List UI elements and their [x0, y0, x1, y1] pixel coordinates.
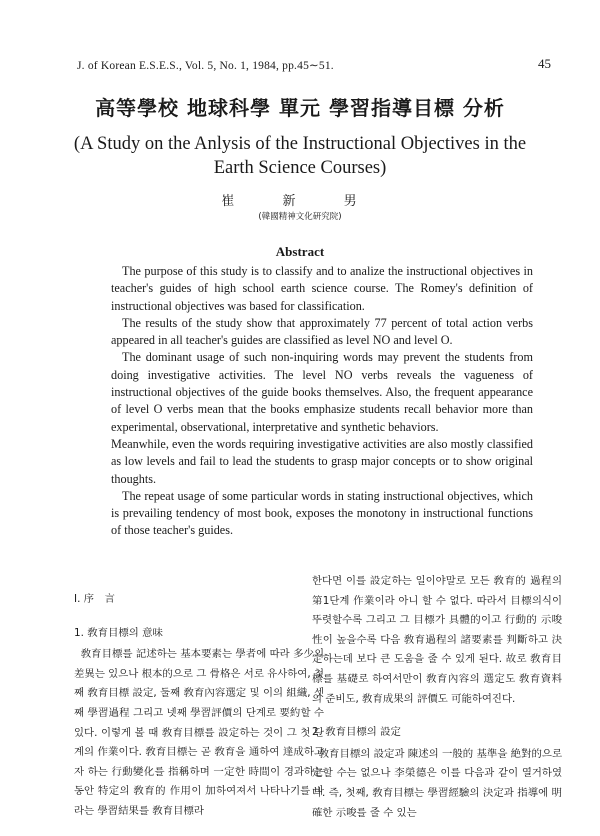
body-column-left: [74, 576, 324, 822]
abstract-paragraph: The repeat usage of some particular words in stating instructional objectives, which is prevailing tendency of most book, exposes the monotony in instructional functions of those teacher's guides.: [111, 488, 533, 538]
abstract-paragraph: The results of the study show that approximately 77 percent of total action verbs appeared in all teacher's guides are classified as level NO and level O.: [111, 315, 533, 348]
abstract-body: [111, 263, 533, 540]
body-column-right: [312, 572, 562, 823]
body-paragraph: 敎育目標의 設定과 陳述의 一般的 基準을 絶對的으로 定할 수는 없으나 李榮德은 이를 다음과 같이 열거하였다. 즉, 첫째, 敎育目標는 學習經驗의 決定과 指導에 明確한 示唆를 줄 수 있는: [312, 747, 562, 819]
author-name: 崔 新 男: [221, 194, 379, 209]
english-title: (A Study on the Anlysis of the Instructional Objectives in the Earth Science Courses): [73, 134, 527, 178]
journal-citation: J. of Korean E.S.E.S., Vol. 5, No. 1, 1984, pp.45∼51.: [77, 60, 334, 72]
subsection-heading: 2. 敎育目標의 設定: [312, 726, 401, 739]
abstract-heading: Abstract: [275, 244, 325, 259]
page-number: 45: [538, 56, 551, 71]
abstract-paragraph: The dominant usage of such non-inquiring words may prevent the students from doing investigative activities. The level NO verbs reveals the vagueness of instructional objectives of the guide books themselves. Also, the frequent appearance of level O verbs mean that the books emphasize students recall behavior more than experimental, observational, interpretative and synthetic behaviors.: [111, 350, 533, 434]
body-paragraph: 敎育目標를 記述하는 基本要素는 學者에 따라 多少의 差異는 있으나 根本的으로 그 骨格은 서로 유사하여, 첫째 敎育目標 設定, 둘째 敎育內容選定 및 이의 組織, 셋째 學習過程 그리고 넷째 學習評價의 단계로 要約할 수 있다. 이렇게 볼 때 敎育目標를 設定하는 것이 그 첫 단계의 作業이다. 敎育目標는 곧 敎育을 通하여 達成하고자 하는 行動變化를 指稱하며 一定한 時間이 경과하는 동안 特定의 敎育的 作用이 加하여져서 나타나기를 바라는 學習結果를 敎育目標라: [74, 648, 325, 817]
abstract-paragraph: Meanwhile, even the words requiring investigative activities are also mostly classified as low levels and fail to lead the students to grasp major concepts or to show original thoughts.: [111, 436, 533, 486]
subsection-heading: 1. 敎育目標의 意味: [74, 626, 163, 639]
abstract-paragraph: The purpose of this study is to classify and to analize the instructional objectives in teacher's guides of high school earth science course. The Romey's definition of instructional objectives was based for classification.: [111, 264, 533, 313]
korean-title: 高等學校 地球科學 單元 學習指導目標 分析: [95, 96, 505, 120]
body-paragraph: 한다면 이를 設定하는 일이야말로 모든 敎育的 過程의 第1단계 作業이라 아니 할 수 없다. 따라서 目標의식이 뚜렷할수록 그리고 그 目標가 具體的이고 行動的 示唆性이 높을수록 다음 敎育過程의 諸要素를 判斷하고 決定하는데 보다 큰 도움을 줄 수 있게 된다. 故로 敎育目標를 基礎로 하여서만이 敎育內容의 選定도 敎育資料의 준비도, 敎育成果의 評價도 可能하여진다.: [312, 575, 562, 705]
section-heading: I. 序 言: [74, 593, 115, 605]
author-affiliation: (韓國精神文化硏究院): [258, 212, 342, 222]
